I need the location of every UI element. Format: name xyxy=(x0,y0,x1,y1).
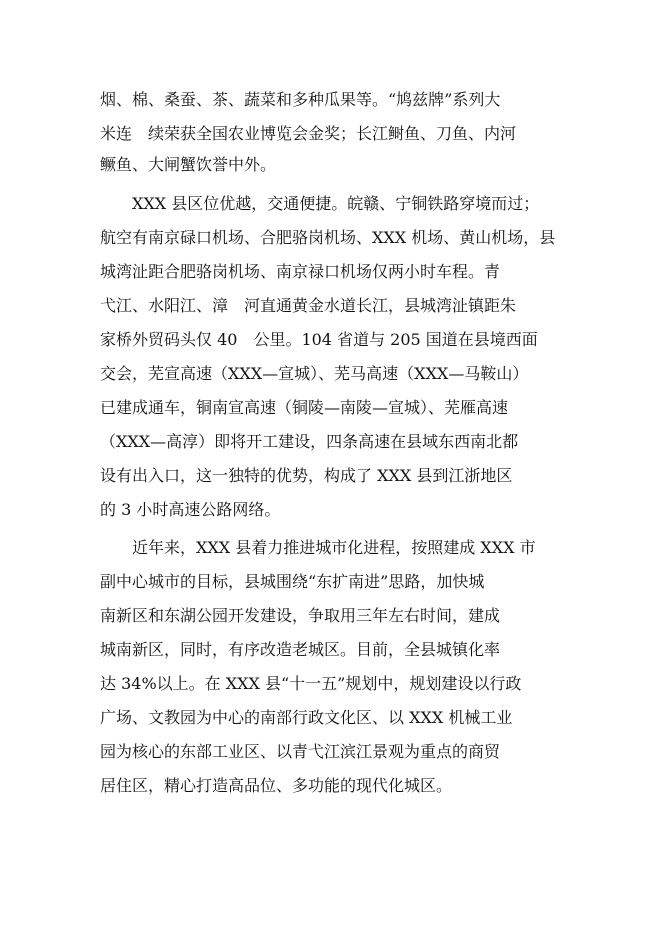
text-line: 广场、文教园为中心的南部行政文化区、以 XXX 机械工业 xyxy=(100,708,513,727)
paragraph-first-line: 近年来，XXX 县着力推进城市化进程，按照建成 XXX 市 xyxy=(132,538,536,557)
text-line: 航空有南京碌口机场、合肥骆岗机场、XXX 机场、黄山机场，县 xyxy=(100,228,556,247)
text-line: 已建成通车，铜南宣高速（铜陵—南陵—宣城）、芜雁高速 xyxy=(100,398,509,417)
text-line: 家桥外贸码头仅 40 公里。104 省道与 205 国道在县境西面 xyxy=(100,330,538,349)
text-line: 交会，芜宣高速（XXX—宣城）、芜马高速（XXX—马鞍山） xyxy=(100,364,529,383)
text-line: 居住区，精心打造高品位、多功能的现代化城区。 xyxy=(100,776,453,795)
text-line: 烟、棉、桑蚕、茶、蔬菜和多种瓜果等。“鸠兹牌”系列大 xyxy=(100,90,501,109)
text-line: 米连 续荣获全国农业博览会金奖；长江鲥鱼、刀鱼、内河 xyxy=(100,124,517,143)
text-line: 城湾沚距合肥骆岗机场、南京禄口机场仅两小时车程。青 xyxy=(100,262,501,281)
text-line: （XXX—高淳）即将开工建设，四条高速在县域东西南北都 xyxy=(100,432,519,451)
text-line: 鳜鱼、大闸蟹饮誉中外。 xyxy=(100,155,277,174)
text-line: 南新区和东湖公园开发建设，争取用三年左右时间，建成 xyxy=(100,606,501,625)
text-line: 达 34%以上。在 XXX 县“十一五”规划中，规划建设以行政 xyxy=(100,674,522,693)
text-line: 设有出入口，这一独特的优势，构成了 XXX 县到江浙地区 xyxy=(100,466,513,485)
text-line: 的 3 小时高速公路网络。 xyxy=(100,500,281,519)
text-line: 副中心城市的目标，县城围绕“东扩南进”思路，加快城 xyxy=(100,572,485,591)
text-line: 弋江、水阳江、漳 河直通黄金水道长江，县城湾沚镇距朱 xyxy=(100,296,517,315)
text-line: 城南新区，同时，有序改造老城区。目前，全县城镇化率 xyxy=(100,640,501,659)
text-line: 园为核心的东部工业区、以青弋江滨江景观为重点的商贸 xyxy=(100,742,501,761)
paragraph-first-line: XXX 县区位优越，交通便捷。皖赣、宁铜铁路穿境而过； xyxy=(132,194,540,213)
